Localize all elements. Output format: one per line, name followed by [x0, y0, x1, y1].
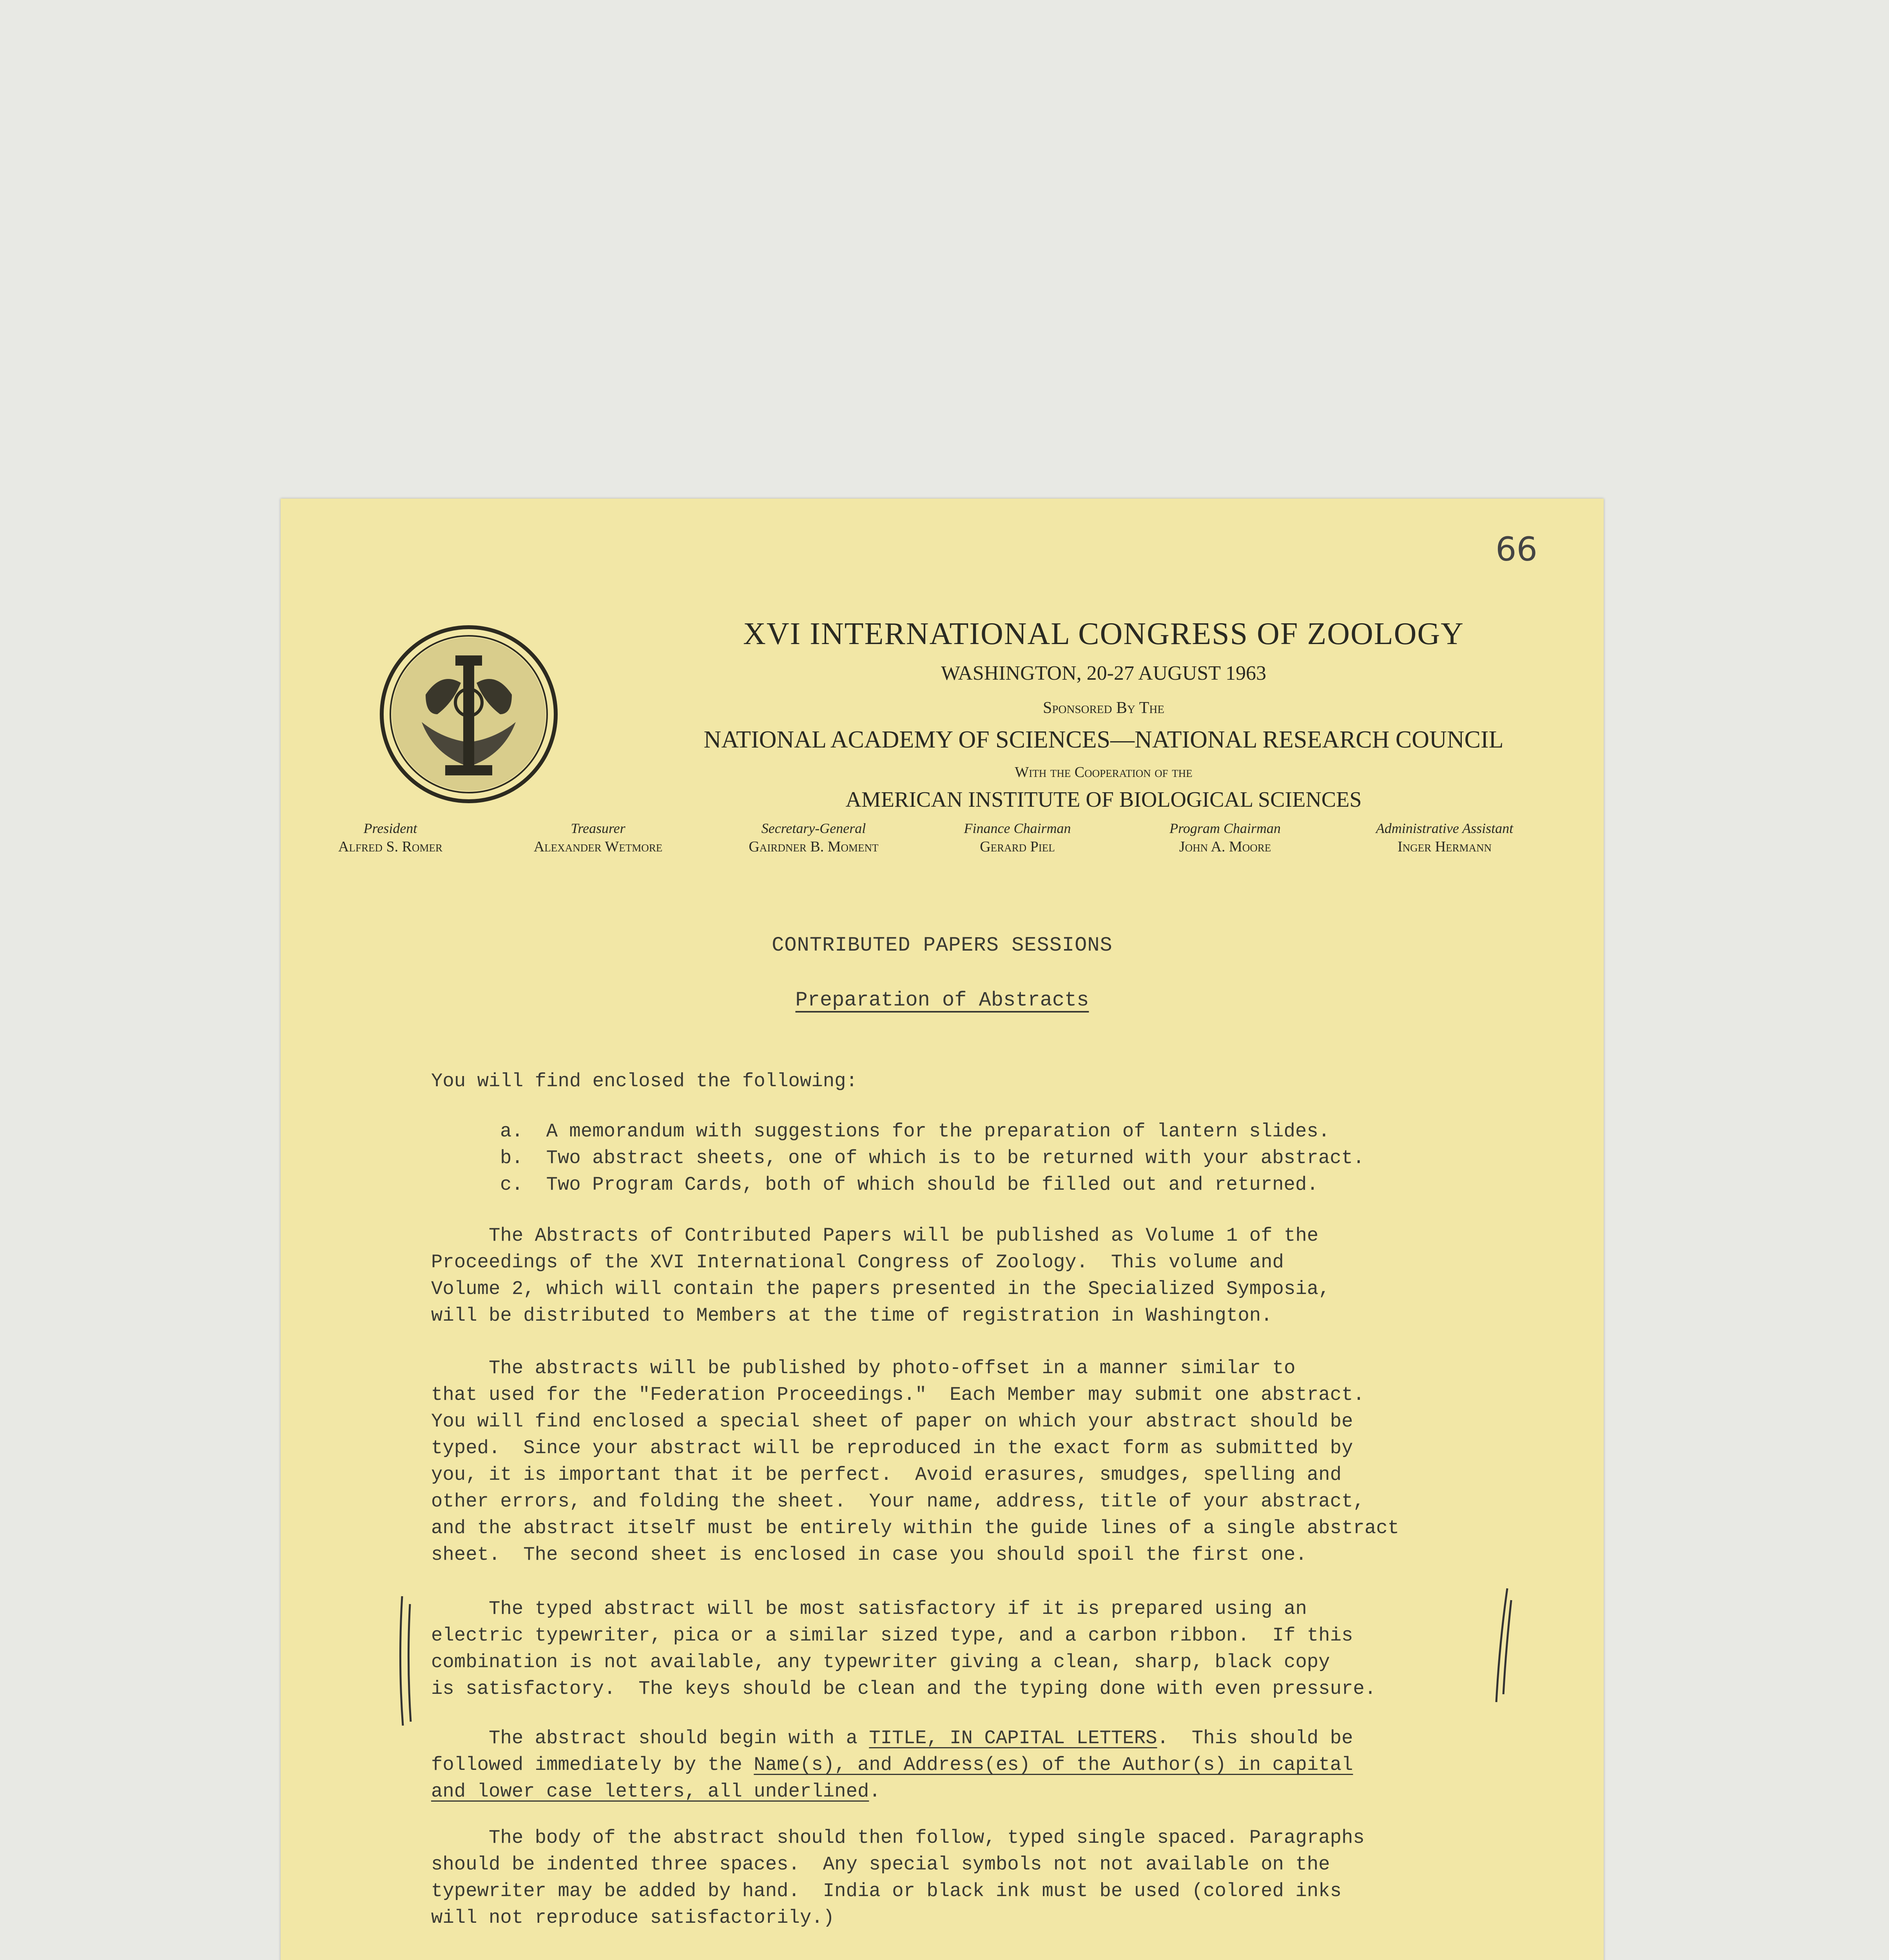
text-run: . — [869, 1780, 881, 1802]
paragraph-body-format: The body of the abstract should then follow, typed single spaced. Paragraphs should be indented three spaces. Any special symbols not not available on the typewriter may be added by hand. India or black ink must be used (colored inks will not reproduce satisfactorily.) — [431, 1827, 1365, 1929]
officer-name: John A. Moore — [1179, 838, 1271, 855]
underlined-text: Name(s), and Address(es) of the Author(s) in capital — [754, 1754, 1353, 1776]
handwritten-margin-mark-right — [1488, 1584, 1515, 1710]
officer-program-chairman — [1115, 820, 1335, 855]
handwritten-margin-mark-left — [394, 1592, 418, 1733]
list-item: b. Two abstract sheets, one of which is to be returned with your abstract. — [500, 1147, 1365, 1169]
congress-seal-icon — [379, 624, 559, 804]
paragraph-title-format — [431, 1725, 1353, 1805]
text-run: The abstract should begin with a — [431, 1727, 869, 1749]
congress-dates: WASHINGTON, 20-27 AUGUST 1963 — [941, 662, 1267, 684]
officer-name: Alexander Wetmore — [533, 838, 663, 855]
officer-name: Alfred S. Romer — [338, 838, 442, 855]
congress-title: XVI INTERNATIONAL CONGRESS OF ZOOLOGY — [743, 617, 1464, 651]
subheading-text: Preparation of Abstracts — [795, 989, 1089, 1012]
officer-name: Gairdner B. Moment — [749, 838, 879, 855]
underlined-text: TITLE, IN CAPITAL LETTERS — [869, 1727, 1157, 1749]
letter-sheet — [281, 499, 1604, 1960]
underlined-text: and lower case letters, all underlined — [431, 1780, 869, 1802]
officer-role: Finance Chairman — [964, 820, 1071, 836]
officer-administrative-assistant — [1335, 820, 1554, 855]
officer-role: President — [363, 820, 417, 836]
cosponsor-name: AMERICAN INSTITUTE OF BIOLOGICAL SCIENCES — [845, 788, 1362, 812]
sponsor-name: NATIONAL ACADEMY OF SCIENCES—NATIONAL RESEARCH COUNCIL — [703, 726, 1504, 753]
handwritten-page-number: 66 — [1496, 530, 1537, 568]
sponsored-by-label: Sponsored By The — [1043, 699, 1164, 717]
section-subheading — [281, 989, 1604, 1012]
officer-president — [281, 820, 500, 855]
cooperation-label: With the Cooperation of the — [1015, 764, 1193, 780]
paragraph-typewriter: The typed abstract will be most satisfactory if it is prepared using an electric typewriter, pica or a similar sized type, and a carbon ribbon. If this combination is not available, any typewriter giving a clean, sharp, black copy is satisfactory. The keys should be clean and the typing done with even pressure. — [431, 1598, 1376, 1700]
officer-role: Treasurer — [571, 820, 625, 836]
list-item: c. Two Program Cards, both of which should be filled out and returned. — [500, 1174, 1318, 1196]
officer-role: Secretary-General — [761, 820, 866, 836]
paragraph-volumes: The Abstracts of Contributed Papers will be published as Volume 1 of the Proceedings of the XVI International Congress of Zoology. This volume and Volume 2, which will contain the papers presented in the Specialized Symposia, will be distributed to Members at the time of registration in Washington. — [431, 1225, 1330, 1327]
text-run: followed immediately by the — [431, 1754, 754, 1776]
officer-role: Administrative Assistant — [1376, 820, 1514, 836]
officer-treasurer — [488, 820, 708, 855]
officer-finance-chairman — [908, 820, 1127, 855]
paragraph-photo-offset: The abstracts will be published by photo-offset in a manner similar to that used for the "Federation Proceedings." Each Member may submit one abstract. You will find enclosed a special sheet of paper on which your abstract should be typed. Since your abstract will be reproduced in the exact form as submitted by you, it is important that it be perfect. Avoid erasures, smudges, spelling and other errors, and folding the sheet. Your name, address, title of your abstract, and the abstract itself must be entirely within the guide lines of a single abstract sheet. The second sheet is enclosed in case you should spoil the first one. — [431, 1357, 1400, 1566]
text-run: . This should be — [1157, 1727, 1353, 1749]
officer-role: Program Chairman — [1169, 820, 1281, 836]
intro-text: You will find enclosed the following: — [431, 1070, 857, 1092]
section-heading: CONTRIBUTED PAPERS SESSIONS — [772, 934, 1113, 957]
officer-name: Inger Hermann — [1397, 838, 1492, 855]
list-item: a. A memorandum with suggestions for the preparation of lantern slides. — [500, 1120, 1330, 1142]
officer-name: Gerard Piel — [980, 838, 1055, 855]
officer-secretary-general — [704, 820, 923, 855]
